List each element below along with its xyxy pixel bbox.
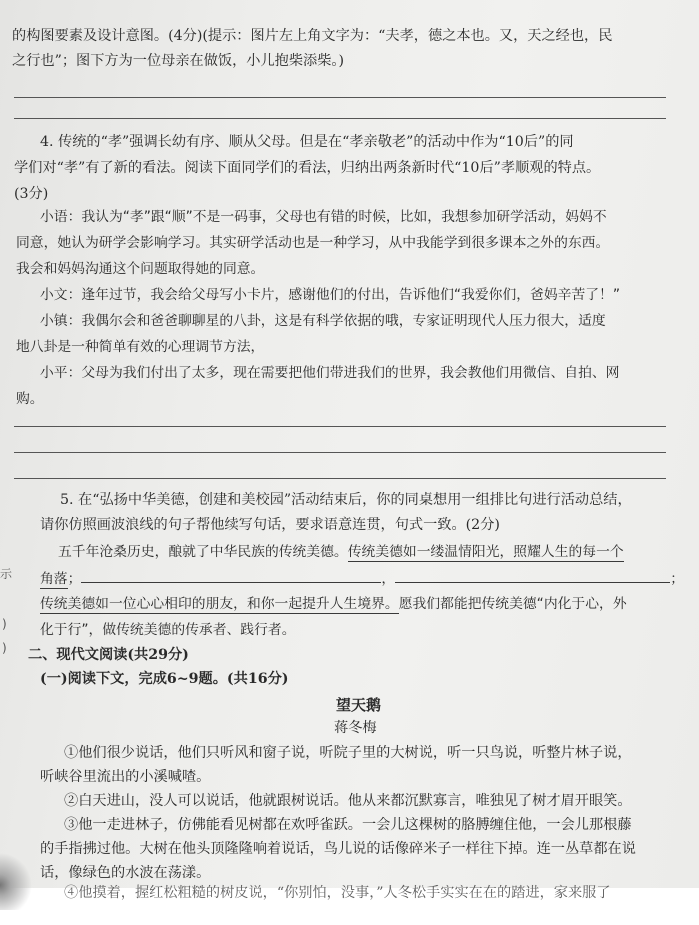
article-para-2-line-1: ②白天进山，没人可以说话，他就跟树说话。他从来都沉默寡言，唯独见了树才眉开眼笑。: [64, 793, 632, 809]
article-title: 望天鹅: [336, 696, 382, 714]
passage-text: 愿我们都能把传统美德“内化于心，外: [398, 596, 627, 612]
question-4-score: (3分): [14, 186, 49, 202]
answer-line: [14, 452, 666, 453]
wavy-underlined-sentence: 传统美德如一缕温情阳光，照耀人生的每一个: [347, 544, 624, 560]
passage-5-line-3: [40, 594, 627, 614]
prev-question-line-2: 之行也”；图下方为一位母亲在做饭，小儿抱柴添柴。): [12, 53, 345, 69]
article-para-3-line-2: 的手指拂过他。大树在他头顶隆隆响着说话，鸟儿说的话像碎米子一样往下掉。连一丛草都在说: [40, 841, 636, 857]
answer-line: [14, 97, 666, 98]
opinion-xiaoping-1: 小平：父母为我们付出了太多，现在需要把他们带进我们的世界，我会教他们用微信、自拍、网: [40, 365, 620, 381]
punctuation: ；: [670, 571, 684, 587]
article-para-4-line-1: ④他摸着，握红松粗糙的树皮说，“你别怕，没事，”人冬松手实实在在的踏进，家来服了: [64, 885, 611, 901]
opinion-xiaowen: 小文：逢年过节，我会给父母写小卡片，感谢他们的付出，告诉他们“我爱你们，爸妈辛苦了！”: [40, 287, 620, 303]
opinion-xiaoyu-1: 小语：我认为“孝”跟“顺”不是一码事，父母也有错的时候，比如，我想参加研学活动，妈妈不: [40, 209, 607, 225]
section-2-heading: 二、现代文阅读(共29分): [28, 647, 189, 663]
opinion-xiaozhen-1: 小镇：我偶尔会和爸爸聊聊星的八卦，这是有科学依据的哦，专家证明现代人压力很大，适度: [40, 313, 606, 329]
passage-5-line-4: 化于行”，做传统美德的传承者、践行者。: [40, 622, 296, 638]
article-para-1-line-2: 听峡谷里流出的小溪喊喳。: [40, 769, 211, 785]
punctuation: ；: [67, 571, 82, 587]
article-author: 蒋冬梅: [334, 720, 377, 736]
wavy-underlined-sentence: 角落: [40, 571, 68, 587]
question-4-line-2: 学们对“孝”有了新的看法。阅读下面同学们的看法，归纳出两条新时代“10后”孝顺观的特点。: [14, 160, 601, 176]
opinion-xiaoyu-3: 我会和妈妈沟通这个问题取得她的同意。: [16, 261, 265, 277]
answer-line: [14, 478, 666, 479]
article-para-3-line-3: 话，像绿色的水波在荡漾。: [40, 865, 211, 881]
question-4-line-1: 4. 传统的“孝”强调长幼有序、顺从父母。但是在“孝亲敬老”的活动中作为“10后”的同: [40, 134, 574, 150]
article-para-1-line-1: ①他们很少说话，他们只听风和窗子说，听院子里的大树说，听一只鸟说，听整片林子说，: [64, 745, 632, 761]
prev-question-line-1: 的构图要素及设计意图。(4分)(提示：图片左上角文字为：“夫孝，德之本也。又，天之经也，民: [12, 28, 613, 44]
margin-mark: ): [2, 641, 7, 655]
opinion-xiaozhen-2: 地八卦是一种简单有效的心理调节方法，: [16, 339, 265, 355]
margin-mark: 示: [0, 567, 13, 581]
margin-mark: ): [2, 617, 7, 631]
passage-text: 五千年沧桑历史，酿就了中华民族的传统美德。: [58, 544, 348, 560]
opinion-xiaoping-2: 购。: [16, 391, 44, 407]
answer-line: [14, 426, 666, 427]
question-5-line-2: 请你仿照画波浪线的句子帮他续写句话，要求语意连贯，句式一致。(2分): [40, 517, 500, 533]
punctuation: ，: [381, 571, 396, 587]
question-5-line-1: 5. 在“弘扬中华美德，创建和美校园”活动结束后，你的同桌想用一组排比句进行活动总结，: [60, 492, 632, 508]
fill-blank-2[interactable]: [395, 568, 670, 583]
opinion-xiaoyu-2: 同意，她认为研学会影响学习。其实研学活动也是一种学习，从中我能学到很多课本之外的东西。: [16, 235, 610, 251]
subsection-1-heading: (一)阅读下文，完成6~9题。(共16分): [40, 671, 289, 687]
answer-line: [14, 118, 666, 119]
fill-blank-1[interactable]: [81, 568, 381, 583]
article-para-3-line-1: ③他一走进林子，仿佛能看见树都在欢呼雀跃。一会儿这棵树的胳膊缠住他，一会儿那根藤: [64, 817, 632, 833]
wavy-underlined-sentence: 传统美德如一位心心相印的朋友，和你一起提升人生境界。: [40, 596, 399, 612]
passage-5-line-2: [40, 568, 684, 589]
binding-shadow: [0, 850, 40, 910]
passage-5-line-1: [58, 542, 624, 562]
